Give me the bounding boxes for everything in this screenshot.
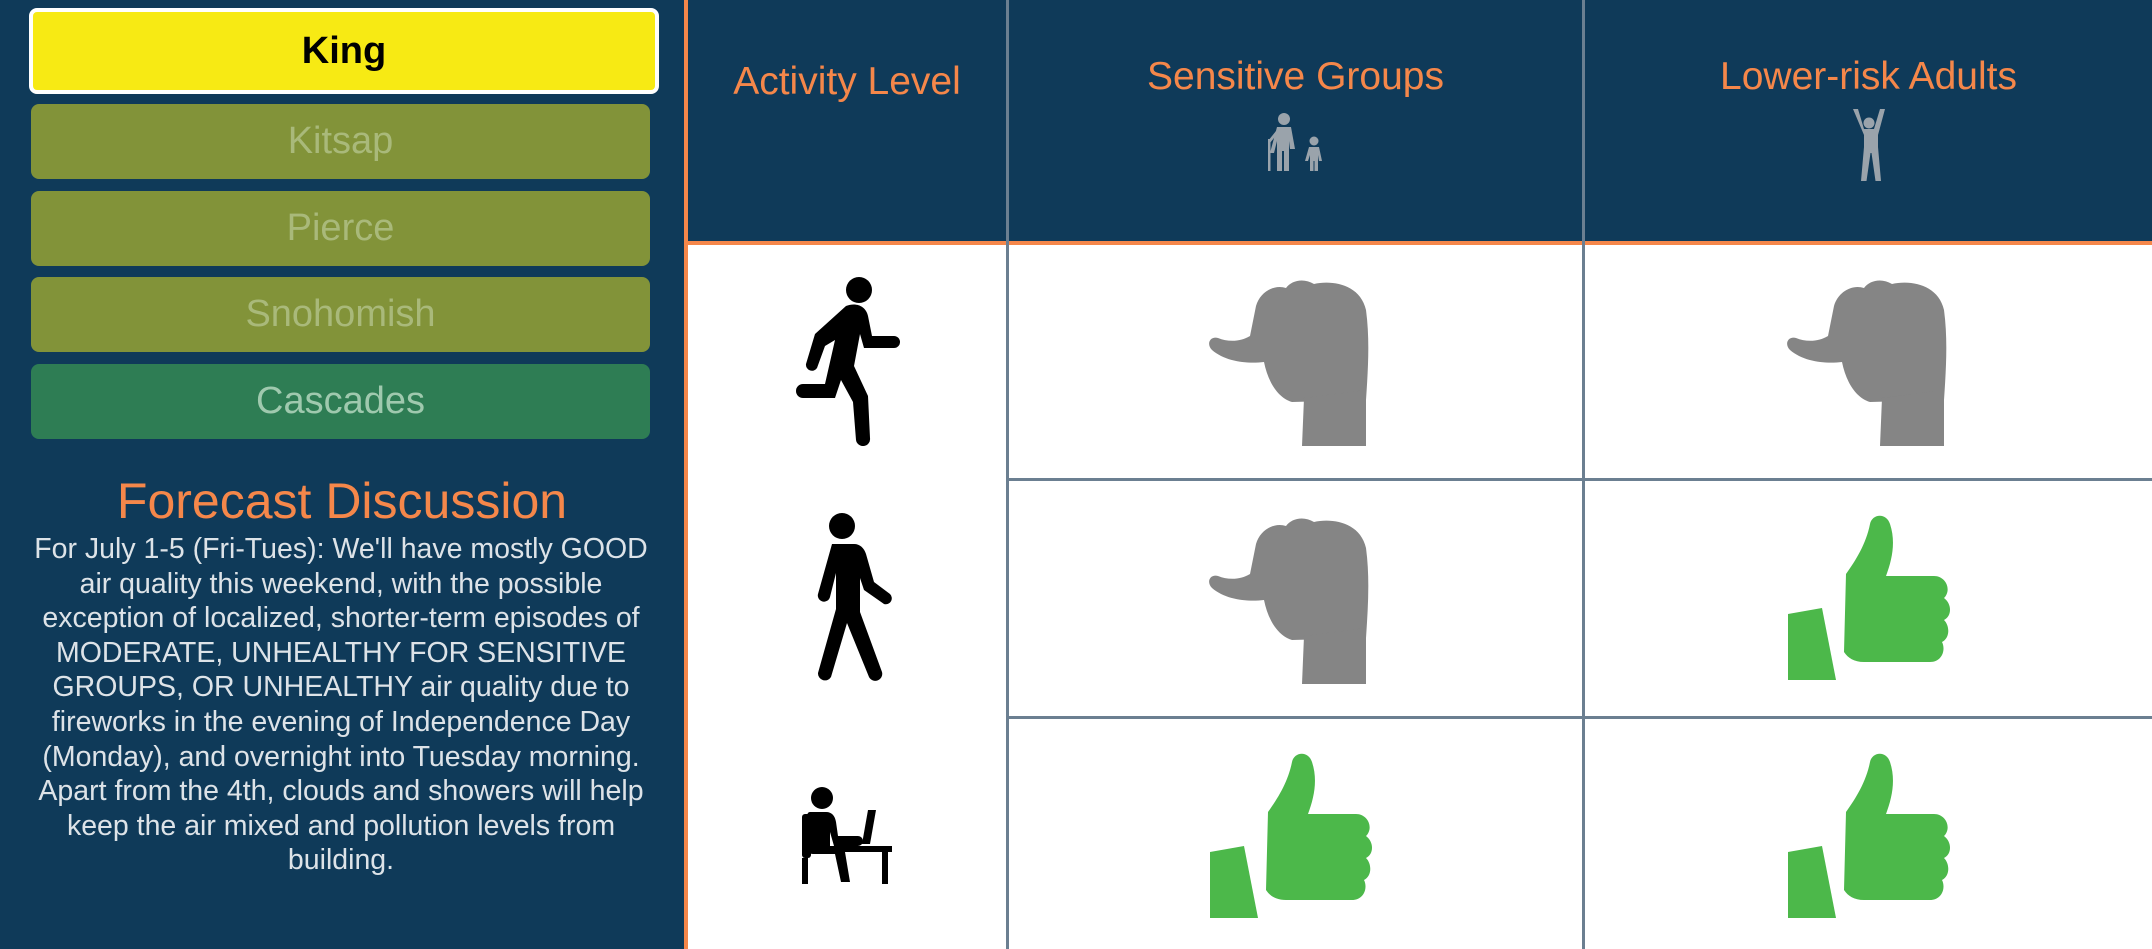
county-button-king[interactable]: King: [29, 8, 659, 94]
thumbs-up-icon: [1208, 752, 1378, 924]
county-button-pierce[interactable]: Pierce: [31, 191, 650, 266]
desk-worker-icon: [798, 786, 894, 886]
elder-and-child-icon: [1260, 111, 1332, 183]
forecast-discussion-title: Forecast Discussion: [116, 473, 568, 529]
county-button-snohomish[interactable]: Snohomish: [31, 277, 650, 352]
county-button-kitsap[interactable]: Kitsap: [31, 104, 650, 179]
running-person-icon: [786, 276, 906, 446]
header-activity-level: [688, 0, 1006, 241]
header-sensitive-label: Sensitive Groups: [1147, 55, 1444, 98]
adult-arms-raised-icon: [1849, 107, 1889, 183]
county-button-cascades[interactable]: Cascades: [31, 364, 650, 439]
header-sensitive-groups: [1009, 0, 1582, 241]
row-divider: [1008, 716, 2152, 719]
thumbs-up-icon: [1786, 514, 1956, 686]
walking-person-icon: [798, 512, 898, 684]
forecast-discussion-text: For July 1-5 (Fri-Tues): We'll have mostly GOOD air quality this weekend, with the possible exception of localized, shorter-term episodes of MODERATE, UNHEALTHY FOR SENSITIVE GROUPS, OR UNHEALTHY air quality due to fireworks in the evening of Independence Day (Monday), and overnight into Tuesday morning. Apart from the 4th, clouds and showers will help keep the air mixed and pollution levels from building.: [34, 533, 648, 877]
thumbs-sideways-icon: [1208, 518, 1378, 686]
thumbs-up-icon: [1786, 752, 1956, 924]
header-lower-risk-adults: [1585, 0, 2152, 241]
row-divider: [1008, 478, 2152, 481]
thumbs-sideways-icon: [1208, 280, 1378, 448]
county-panel: [0, 0, 684, 949]
header-activity-label: Activity Level: [733, 60, 961, 103]
thumbs-sideways-icon: [1786, 280, 1956, 448]
header-divider: [688, 241, 2152, 245]
header-lower-risk-label: Lower-risk Adults: [1720, 55, 2017, 98]
